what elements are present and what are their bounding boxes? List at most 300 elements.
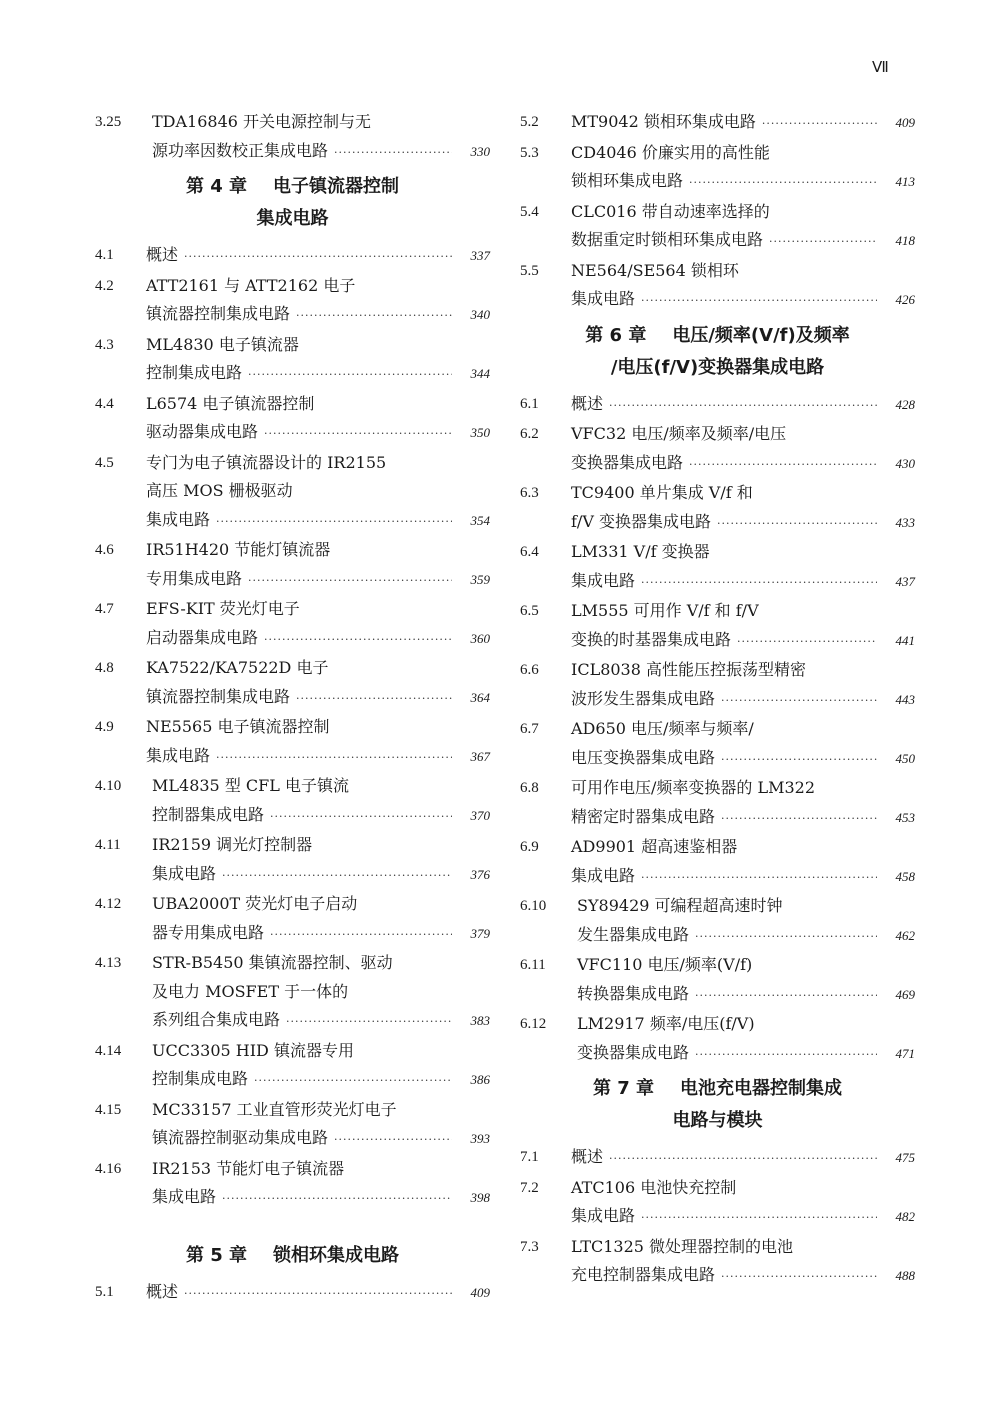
page-ref: 482 (895, 1209, 915, 1224)
chapter-heading (95, 171, 490, 235)
entry-title: 变换器集成电路 (577, 1042, 690, 1062)
toc-right-column (520, 108, 915, 1292)
page-ref: 386 (470, 1072, 490, 1087)
entry-last-line (571, 167, 915, 198)
dot-leader (248, 567, 452, 596)
dot-leader (222, 1185, 452, 1214)
section-number: 7.1 (520, 1149, 539, 1165)
entry-title: STR-B5450 集镇流器控制、驱动 (152, 953, 393, 972)
section-number: 6.4 (520, 544, 539, 560)
entry-title: 源功率因数校正集成电路 (152, 140, 329, 160)
entry-body (520, 198, 915, 257)
entry-title: IR2159 调光灯控制器 (152, 835, 313, 854)
toc-entry (520, 479, 915, 538)
entry-title: LTC1325 微处理器控制的电池 (571, 1236, 794, 1256)
section-number: 4.1 (95, 247, 114, 263)
dot-leader (641, 864, 877, 893)
entry-last-line (146, 624, 490, 655)
toc-entry (95, 1278, 490, 1309)
entry-body (95, 595, 490, 654)
dot-leader (334, 1126, 452, 1155)
entry-last-line (152, 137, 490, 168)
dot-leader (184, 243, 452, 272)
chapter-title: 电子镇流器控制 (273, 176, 400, 197)
dot-leader (737, 628, 877, 657)
toc-entry (520, 833, 915, 892)
entry-title: LM555 可用作 V/f 和 f/V (571, 601, 759, 620)
section-number: 4.14 (95, 1042, 122, 1059)
entry-title: LM331 V/f 变换器 (571, 542, 710, 561)
toc-entry (520, 1174, 915, 1233)
entry-last-line (571, 744, 915, 775)
page-ref: 337 (470, 248, 490, 263)
entry-title: EFS-KIT 荧光灯电子 (146, 599, 300, 618)
entry-body (520, 892, 915, 951)
page-ref: 376 (470, 866, 490, 882)
toc-entry (95, 772, 490, 831)
dot-leader (216, 508, 452, 537)
dot-leader (689, 169, 877, 198)
entry-body (520, 108, 915, 139)
entry-title: UCC3305 HID 镇流器专用 (152, 1040, 354, 1060)
entry-title: 集成电路 (146, 509, 211, 529)
chapter-title-line (95, 1240, 490, 1272)
entry-title: AD650 电压/频率与频率/ (571, 719, 754, 738)
entry-last-line (146, 241, 490, 272)
chapter-number: 第 5 章 (185, 1244, 248, 1266)
entry-title: MC33157 工业直管形荧光灯电子 (152, 1099, 397, 1119)
toc-entry (520, 656, 915, 715)
entry-title: IR2153 节能灯电子镇流器 (152, 1158, 345, 1178)
toc-entry (95, 890, 490, 949)
section-number: 6.5 (520, 603, 539, 619)
dot-leader (264, 420, 452, 449)
dot-leader (689, 451, 877, 480)
toc-entry (520, 1233, 915, 1292)
page-ref: 360 (470, 630, 490, 646)
entry-title: 概述 (146, 1281, 179, 1301)
entry-last-line (152, 801, 490, 832)
section-number: 5.3 (520, 144, 539, 161)
entry-body (95, 654, 490, 713)
page-ref: 367 (470, 748, 490, 764)
dot-leader (264, 626, 452, 655)
section-number: 6.7 (520, 721, 539, 737)
entry-last-line (571, 626, 915, 657)
entry-body (520, 656, 915, 715)
entry-title: 锁相环集成电路 (571, 171, 684, 190)
chapter-title: 电池充电器控制集成 (680, 1078, 843, 1099)
entry-title: 系列组合集成电路 (152, 1010, 281, 1029)
page-ref: 475 (895, 1150, 915, 1165)
entry-title: 高压 MOS 栅极驱动 (146, 481, 293, 500)
section-number: 4.6 (95, 542, 114, 558)
section-number: 4.3 (95, 336, 114, 353)
entry-body (520, 139, 915, 198)
entry-title: 控制集成电路 (146, 363, 243, 382)
page-ref: 462 (895, 927, 915, 943)
section-number: 6.3 (520, 485, 539, 501)
entry-body (520, 479, 915, 538)
chapter-title-line (95, 203, 490, 235)
dot-leader (721, 687, 877, 716)
entry-last-line (571, 449, 915, 480)
toc-entry (95, 949, 490, 1037)
chapter-title-line (520, 320, 915, 352)
entry-title: 驱动器集成电路 (146, 422, 259, 441)
entry-body (95, 272, 490, 331)
entry-title: 波形发生器集成电路 (571, 688, 716, 708)
dot-leader (695, 923, 877, 952)
dot-leader (769, 228, 877, 257)
page-number: Ⅶ (872, 60, 888, 76)
entry-title: TC9400 单片集成 V/f 和 (571, 483, 753, 502)
entry-last-line (146, 1278, 490, 1309)
entry-last-line (571, 685, 915, 716)
toc-entry (95, 1155, 490, 1214)
entry-title: 控制集成电路 (152, 1069, 249, 1088)
page-ref: 428 (895, 396, 915, 412)
entry-last-line (571, 108, 915, 139)
chapter-title: 集成电路 (256, 208, 329, 229)
page-ref: 344 (470, 366, 490, 381)
chapter-title-line (95, 171, 490, 203)
toc-entry (520, 597, 915, 656)
entry-title: 控制器集成电路 (152, 804, 265, 824)
chapter-heading (95, 1240, 490, 1272)
section-number: 6.8 (520, 780, 539, 796)
page-ref: 430 (895, 455, 915, 471)
entry-last-line (152, 1183, 490, 1214)
section-number: 4.8 (95, 660, 114, 676)
entry-title: 集成电路 (571, 570, 636, 590)
entry-title: 概述 (146, 245, 179, 264)
page-ref: 398 (470, 1190, 490, 1205)
page-ref: 453 (895, 809, 915, 825)
dot-leader (296, 685, 452, 714)
entry-last-line (146, 359, 490, 390)
chapter-number: 第 6 章 (585, 324, 647, 346)
page-ref: 359 (470, 571, 490, 587)
section-number: 4.15 (95, 1101, 122, 1118)
chapter-title: 锁相环集成电路 (273, 1244, 400, 1266)
chapter-number: 第 7 章 (592, 1078, 655, 1099)
toc-entry (95, 831, 490, 890)
dot-leader (717, 510, 877, 539)
entry-title: CLC016 带自动速率选择的 (571, 201, 770, 221)
toc-entry (520, 892, 915, 951)
entry-body (95, 831, 490, 890)
entry-title: TDA16846 开关电源控制与无 (152, 112, 372, 131)
section-number: 6.9 (520, 839, 539, 855)
section-number: 3.25 (95, 114, 122, 130)
entry-last-line (571, 862, 915, 893)
toc-left-column (95, 108, 490, 1308)
entry-title: 电压变换器集成电路 (571, 747, 716, 767)
page-ref: 426 (895, 292, 915, 307)
toc-entry (520, 538, 915, 597)
section-number: 6.1 (520, 395, 539, 412)
entry-last-line (571, 226, 915, 257)
entry-last-line (146, 565, 490, 596)
toc-entry (520, 715, 915, 774)
entry-last-line (571, 803, 915, 834)
dot-leader (609, 392, 877, 421)
toc-entry (95, 272, 490, 331)
entry-body (95, 1278, 490, 1309)
entry-body (520, 257, 915, 316)
entry-last-line (146, 506, 490, 537)
entry-last-line (146, 683, 490, 714)
page-ref: 409 (895, 115, 915, 130)
chapter-heading (520, 320, 915, 384)
section-number: 4.5 (95, 454, 114, 471)
entry-body (520, 538, 915, 597)
dot-leader (222, 862, 452, 891)
entry-title: 集成电路 (571, 289, 636, 308)
toc-entry (95, 536, 490, 595)
entry-title: ML4835 型 CFL 电子镇流 (152, 776, 349, 795)
dot-leader (248, 361, 452, 390)
toc-entry (95, 241, 490, 272)
entry-last-line (152, 919, 490, 950)
section-number: 4.13 (95, 955, 122, 971)
dot-leader (641, 287, 877, 316)
entry-title: ATC106 电池快充控制 (571, 1177, 737, 1197)
toc-entry (520, 1010, 915, 1069)
entry-body (95, 449, 490, 537)
entry-body (95, 390, 490, 449)
toc-entry (520, 257, 915, 316)
toc-entry (520, 108, 915, 139)
chapter-title-line (520, 352, 915, 384)
entry-title: 器专用集成电路 (152, 922, 265, 942)
entry-body (95, 949, 490, 1037)
dot-leader (695, 1041, 877, 1070)
page-ref: 418 (895, 233, 915, 248)
entry-last-line (146, 418, 490, 449)
toc-entry (95, 595, 490, 654)
entry-body (95, 108, 490, 167)
entry-last-line (577, 1039, 915, 1070)
section-number: 6.2 (520, 426, 539, 442)
entry-last-line (571, 1143, 915, 1174)
entry-body (95, 241, 490, 272)
section-number: 4.10 (95, 778, 122, 794)
entry-last-line (152, 860, 490, 891)
toc-entry (520, 1143, 915, 1174)
entry-last-line (577, 980, 915, 1011)
section-number: 5.5 (520, 262, 539, 279)
entry-title: f/V 变换器集成电路 (571, 511, 711, 531)
page-ref: 350 (470, 425, 490, 440)
entry-last-line (152, 1006, 490, 1037)
entry-title: CD4046 价廉实用的高性能 (571, 142, 770, 162)
toc-entry (95, 654, 490, 713)
entry-last-line (146, 742, 490, 773)
chapter-title: /电压(f/V)变换器集成电路 (610, 356, 825, 378)
entry-body (520, 1010, 915, 1069)
section-number: 7.2 (520, 1179, 539, 1196)
entry-title: 集成电路 (571, 1206, 636, 1225)
entry-title: 发生器集成电路 (577, 924, 690, 944)
entry-body (95, 713, 490, 772)
entry-body (520, 833, 915, 892)
entry-last-line (152, 1065, 490, 1096)
dot-leader (296, 302, 452, 331)
entry-title: 概述 (571, 1147, 604, 1166)
entry-title: 精密定时器集成电路 (571, 806, 716, 826)
entry-title: 转换器集成电路 (577, 983, 690, 1003)
section-number: 6.11 (520, 957, 546, 973)
entry-body (520, 951, 915, 1010)
dot-leader (721, 1263, 877, 1292)
page-ref: 370 (470, 807, 490, 823)
entry-body (520, 774, 915, 833)
toc-entry (520, 420, 915, 479)
entry-title: 镇流器控制集成电路 (146, 686, 291, 706)
toc-entry (95, 449, 490, 537)
entry-title: 专门为电子镇流器设计的 IR2155 (146, 452, 387, 472)
entry-body (520, 420, 915, 479)
page-ref: 441 (895, 632, 915, 648)
entry-title: ICL8038 高性能压控振荡型精密 (571, 660, 806, 679)
entry-title: IR51H420 节能灯镇流器 (146, 540, 331, 559)
entry-title: 集成电路 (571, 865, 636, 885)
entry-title: 可用作电压/频率变换器的 LM322 (571, 778, 816, 797)
entry-title: 集成电路 (146, 745, 211, 765)
page-ref: 458 (895, 868, 915, 884)
page-ref: 437 (895, 573, 915, 589)
entry-body (95, 1037, 490, 1096)
dot-leader (270, 921, 452, 950)
toc-entry (95, 1037, 490, 1096)
section-number: 4.11 (95, 837, 121, 853)
dot-leader (721, 805, 877, 834)
dot-leader (286, 1008, 452, 1037)
dot-leader (270, 803, 452, 832)
section-number: 4.9 (95, 719, 114, 735)
section-number: 5.2 (520, 114, 539, 130)
entry-last-line (577, 921, 915, 952)
entry-body (520, 1143, 915, 1174)
entry-last-line (571, 1261, 915, 1292)
entry-last-line (571, 285, 915, 316)
page-ref: 383 (470, 1013, 490, 1028)
toc-entry (95, 331, 490, 390)
entry-body (520, 1174, 915, 1233)
entry-title: UBA2000T 荧光灯电子启动 (152, 894, 358, 913)
entry-title: 镇流器控制驱动集成电路 (152, 1128, 329, 1147)
dot-leader (334, 139, 452, 168)
page-ref: 354 (470, 512, 490, 528)
section-number: 5.1 (95, 1283, 114, 1300)
entry-body (95, 1096, 490, 1155)
page-ref: 330 (470, 143, 490, 159)
section-number: 5.4 (520, 203, 539, 220)
chapter-title: 电路与模块 (672, 1110, 763, 1131)
page-ref: 413 (895, 174, 915, 189)
page-ref: 433 (895, 514, 915, 530)
entry-title: 数据重定时锁相环集成电路 (571, 230, 764, 249)
entry-body (520, 390, 915, 421)
entry-last-line (571, 390, 915, 421)
entry-title: 集成电路 (152, 1187, 217, 1206)
entry-title: L6574 电子镇流器控制 (146, 393, 315, 413)
dot-leader (641, 569, 877, 598)
dot-leader (721, 746, 877, 775)
entry-last-line (571, 1202, 915, 1233)
toc-entry (520, 198, 915, 257)
entry-title: ATT2161 与 ATT2162 电子 (146, 275, 356, 295)
entry-last-line (571, 567, 915, 598)
toc-entry (520, 774, 915, 833)
page-ref: 443 (895, 691, 915, 707)
page-ref: 379 (470, 925, 490, 941)
entry-body (520, 597, 915, 656)
entry-title: NE564/SE564 锁相环 (571, 260, 739, 280)
dot-leader (695, 982, 877, 1011)
dot-leader (762, 110, 877, 139)
entry-body (95, 772, 490, 831)
entry-body (520, 1233, 915, 1292)
toc-entry (520, 390, 915, 421)
entry-title: NE5565 电子镇流器控制 (146, 717, 330, 736)
toc-entry (95, 1096, 490, 1155)
entry-body (95, 536, 490, 595)
chapter-heading (520, 1073, 915, 1137)
entry-last-line (571, 508, 915, 539)
dot-leader (216, 744, 452, 773)
entry-title: 变换的时基器集成电路 (571, 629, 732, 649)
entry-title: 专用集成电路 (146, 568, 243, 588)
section-number: 6.10 (520, 898, 547, 914)
page-ref: 471 (895, 1045, 915, 1061)
entry-title: MT9042 锁相环集成电路 (571, 112, 756, 131)
entry-title: 启动器集成电路 (146, 627, 259, 647)
dot-leader (254, 1067, 452, 1096)
page-ref: 364 (470, 689, 490, 705)
section-number: 4.4 (95, 395, 114, 412)
dot-leader (609, 1145, 877, 1174)
section-number: 6.6 (520, 662, 539, 678)
entry-title: 概述 (571, 393, 604, 413)
section-number: 4.12 (95, 896, 122, 912)
page-ref: 488 (895, 1268, 915, 1283)
toc-entry (95, 713, 490, 772)
chapter-number: 第 4 章 (185, 176, 248, 197)
entry-last-line (152, 1124, 490, 1155)
page-ref: 340 (470, 307, 490, 322)
toc-entry (520, 951, 915, 1010)
page-ref: 409 (470, 1284, 490, 1300)
entry-title: SY89429 可编程超高速时钟 (577, 896, 783, 915)
chapter-title-line (520, 1105, 915, 1137)
page-ref: 393 (470, 1131, 490, 1146)
entry-title: VFC32 电压/频率及频率/电压 (571, 424, 787, 443)
dot-leader (184, 1280, 452, 1309)
chapter-title: 电压/频率(V/f)及频率 (672, 324, 850, 346)
section-number: 4.2 (95, 277, 114, 294)
chapter-title-line (520, 1073, 915, 1105)
section-number: 4.7 (95, 601, 114, 617)
toc-entry (95, 108, 490, 167)
entry-title: AD9901 超高速鉴相器 (571, 837, 738, 856)
entry-title: 充电控制器集成电路 (571, 1265, 716, 1284)
section-number: 7.3 (520, 1238, 539, 1255)
entry-body (95, 890, 490, 949)
entry-title: LM2917 频率/电压(f/V) (577, 1014, 755, 1033)
